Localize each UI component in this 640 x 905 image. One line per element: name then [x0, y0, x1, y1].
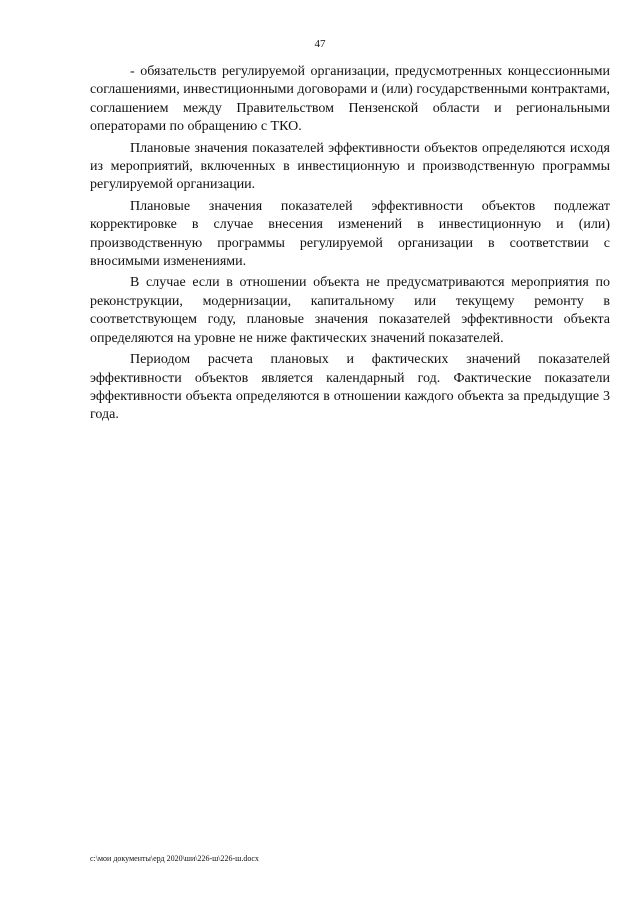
- paragraph: Плановые значения показателей эффективности объектов определяются исходя из мероприятий, включенных в инвестиционную и производственную программы регулируемой организации.: [90, 140, 610, 193]
- paragraph: Плановые значения показателей эффективности объектов подлежат корректировке в случае внесения изменений в инвестиционную и (или) производственную программы регулируемой организации в соответствии с вносимыми изменениями.: [90, 198, 610, 270]
- paragraph: Периодом расчета плановых и фактических значений показателей эффективности объектов является календарный год. Фактические показатели эффективности объекта определяются в отношении каждого объекта за предыдущие 3 года.: [90, 352, 610, 423]
- footer-file-path: c:\мои документы\ерд 2020\ши\226-ш\226-ш.docx: [90, 854, 259, 863]
- paragraph: - обязательств регулируемой организации, предусмотренных концессионными соглашениями, инвестиционными договорами и (или) государственными контрактами, соглашением между Правительством Пензенской области и региональными операторами по обращению с ТКО.: [90, 64, 610, 135]
- paragraph: В случае если в отношении объекта не предусматриваются мероприятия по реконструкции, модернизации, капитальному или текущему ремонту в соответствующем году, плановые значения показателей эффективности объекта определяются на уровне не ниже фактических значений показателей.: [90, 275, 610, 346]
- document-body: [90, 63, 610, 425]
- page-number: 47: [314, 38, 326, 50]
